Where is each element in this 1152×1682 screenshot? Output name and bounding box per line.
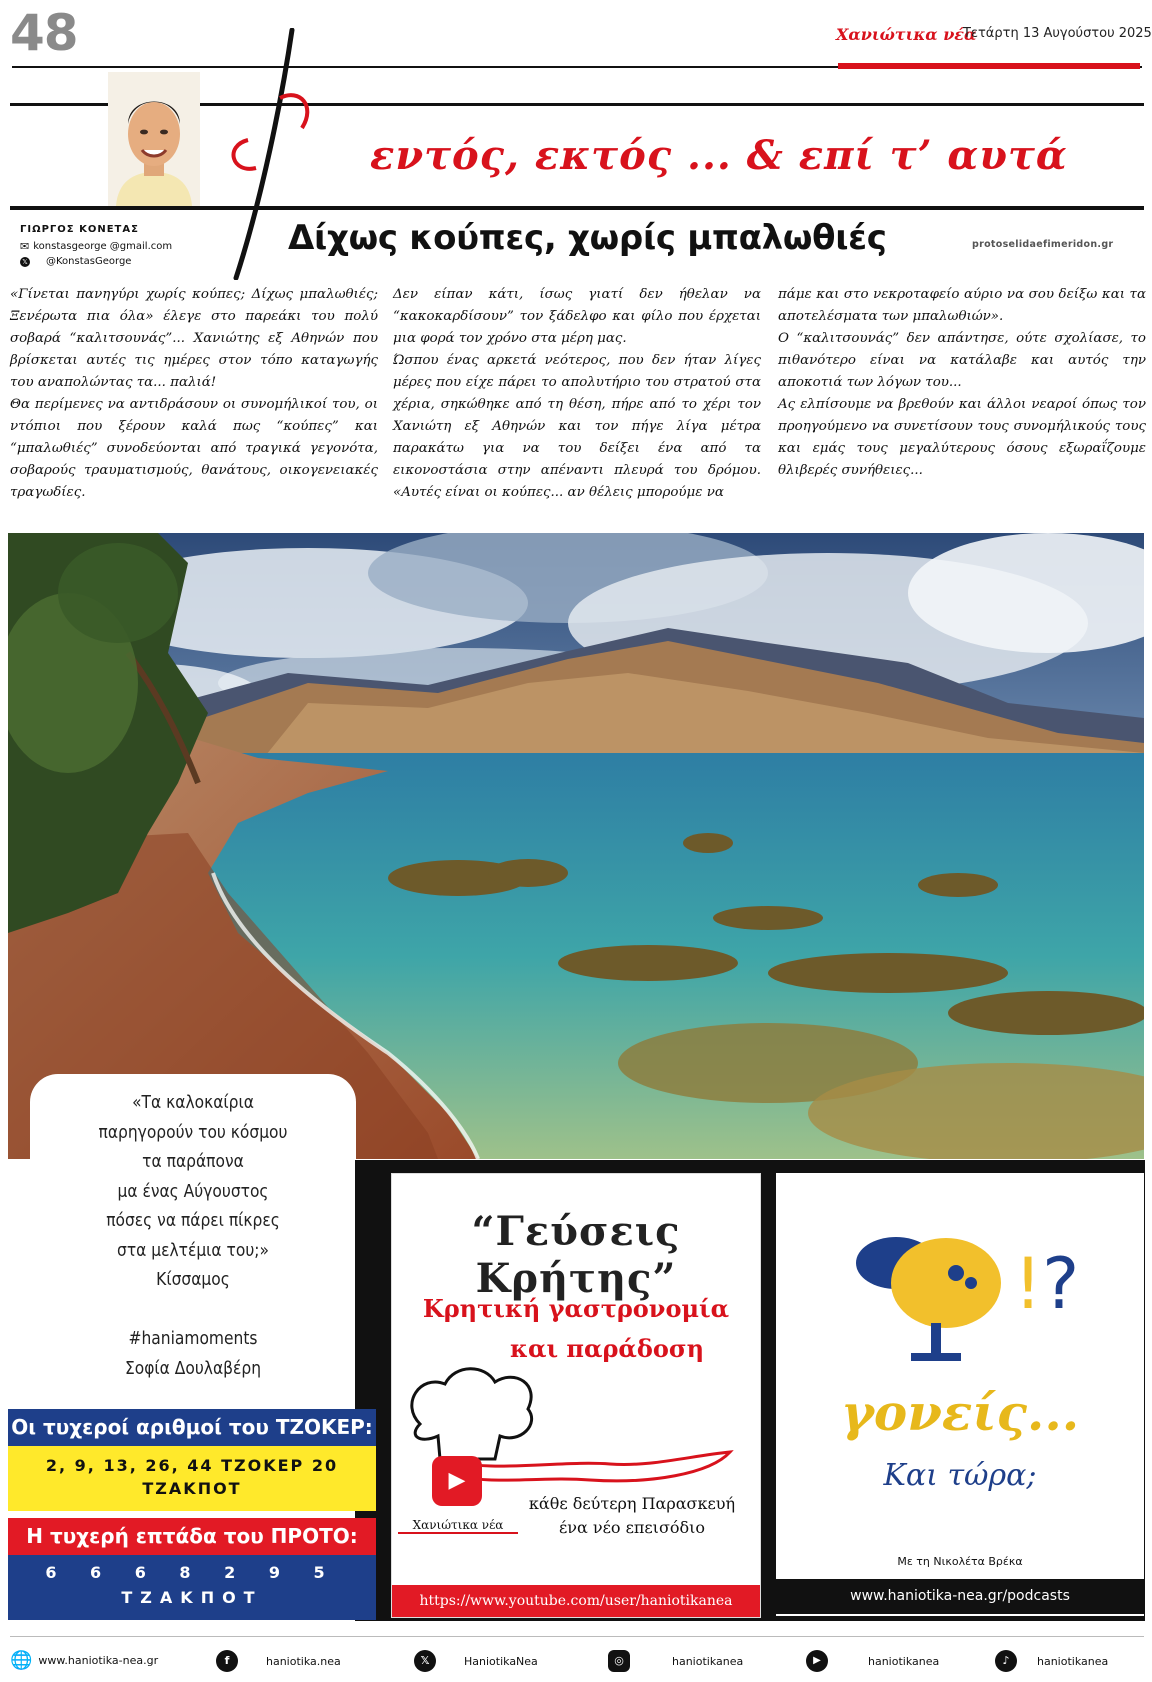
- article-headline: Δίχως κούπες, χωρίς μπαλωθιές: [288, 218, 887, 258]
- podcast-title: γονείς...: [840, 1383, 1080, 1442]
- instagram-icon: ◎: [608, 1650, 630, 1672]
- ad-subtitle-1: Κρητική γαστρονομία: [422, 1294, 730, 1323]
- proto-title: Η τυχερή επτάδα του ΠΡΟΤΟ:: [8, 1518, 376, 1555]
- page-number: 48: [10, 4, 78, 62]
- facebook-icon: f: [216, 1650, 238, 1672]
- ad-youtube-url[interactable]: https://www.youtube.com/user/haniotikanea: [392, 1585, 760, 1617]
- podcast-host: Με τη Νικολέτα Βρέκα: [897, 1555, 1023, 1568]
- paragraph: Θα περίμενες να αντιδράσουν οι συνομήλικοί του, οι ντόπιοι που ξέρουν καλά πως “κούπες” και “μπαλωθιές” συνοδεύονται από τραγικά γεγονότα, σοβαρούς τραυματισμούς, θανάτους, οικογενειακές τραγωδίες.: [10, 397, 378, 500]
- section-rule: [10, 206, 1144, 210]
- quote-line: παρηγορούν του κόσμου: [98, 1121, 288, 1143]
- quote-line: μα ένας Αύγουστος: [117, 1180, 269, 1202]
- joker-jackpot: ΤΖΑΚΠΟΤ: [142, 1479, 242, 1498]
- paragraph: Ο “καλιτσουνάς” δεν απάντησε, ούτε σχολίασε, το πιθανότερο είναι να κατάλαβε και αυτός την αποκοτιά των λόγων του...: [778, 331, 1146, 390]
- proto-numbers: 6 6 6 8 2 9 5: [45, 1563, 339, 1582]
- paragraph: Ας ελπίσουμε να βρεθούν και άλλοι νεαροί όπως τον προηγούμενο να συνετίσουν τους συνομήλικούς τους και εμάς τους μεγαλύτερους όσους εξωραΐζουμε θλιβερές συνήθειες...: [778, 397, 1146, 478]
- ad-tagline-1: κάθε δεύτερη Παρασκευή: [528, 1494, 736, 1513]
- article-column-3: [778, 284, 1146, 482]
- footer-instagram[interactable]: [608, 1650, 743, 1672]
- photo-caption-box: [30, 1074, 356, 1380]
- author-email[interactable]: konstasgeorge @gmail.com: [33, 241, 173, 252]
- proto-jackpot: ΤΖΑΚΠΟΤ: [121, 1588, 263, 1607]
- podcast-subtitle: Και τώρα;: [883, 1458, 1037, 1493]
- footer-x-label: HaniotikaNea: [464, 1654, 538, 1668]
- ad-subtitle-2: και παράδοση: [510, 1334, 705, 1363]
- ad-goneis-podcast[interactable]: [776, 1173, 1144, 1616]
- proto-results: [8, 1555, 376, 1620]
- author-portrait: [108, 72, 200, 206]
- paragraph: Ώσπου ένας αρκετά νεότερος, που δεν ήταν λίγες μέρες που είχε πάρει το απολυτήριο του στρατού στα χέρια, σηκώθηκε από τη θέση, πήρε από το χέρι τον Χανιώτη εξ Αθηνών και τον πήγε λίγα μέτρα παρακάτω για να του δείξει ένα από τα εικονοστάσια στην απέναντι πλευρά του δρόμου. «Αυτές είναι οι κούπες... αν θέλεις μπορούμε να: [393, 353, 761, 500]
- photo-location: Κίσσαμος: [156, 1269, 230, 1290]
- joker-title: Οι τυχεροί αριθμοί του ΤΖΟΚΕΡ:: [8, 1409, 376, 1446]
- footer-youtube[interactable]: [806, 1650, 939, 1672]
- article-column-1: [10, 284, 378, 504]
- footer-x[interactable]: [414, 1650, 538, 1672]
- masthead-brand: Χανιώτικα νέα: [836, 25, 977, 44]
- beach-photo: [8, 533, 1144, 1159]
- x-icon: 𝕏: [414, 1650, 436, 1672]
- tiktok-icon: ♪: [995, 1650, 1017, 1672]
- author-name: ΓΙΩΡΓΟΣ ΚΟΝΕΤΑΣ: [20, 224, 139, 235]
- joker-results: [8, 1446, 376, 1511]
- author-x-line: [20, 256, 131, 267]
- footer-rule: [10, 1636, 1144, 1637]
- footer-website-label: www.haniotika-nea.gr: [38, 1654, 159, 1667]
- exclamation-question-icon: !?: [1014, 1243, 1080, 1325]
- footer-instagram-label: haniotikanea: [672, 1654, 744, 1668]
- photo-hashtag: #haniamoments: [128, 1328, 258, 1349]
- footer-facebook[interactable]: [216, 1650, 341, 1672]
- watermark-credit: protoselidaefimeridon.gr: [972, 239, 1114, 250]
- author-email-line: [20, 240, 172, 253]
- mail-icon: ✉: [20, 240, 30, 253]
- footer-tiktok[interactable]: [995, 1650, 1108, 1672]
- author-handle[interactable]: @KonstasGeorge: [46, 256, 132, 267]
- article-column-2: [393, 284, 761, 504]
- quote-line: στα μελτέμια του;»: [117, 1239, 269, 1261]
- quote-line: «Τα καλοκαίρια: [132, 1092, 254, 1113]
- masthead-date: Τετάρτη 13 Αυγούστου 2025: [963, 26, 1152, 41]
- footer-website[interactable]: [10, 1650, 158, 1671]
- column-section-title: εντός, εκτός ... & επί τ’ αυτά: [370, 132, 1068, 179]
- quote-line: τα παράπονα: [142, 1151, 244, 1172]
- photo-author: Σοφία Δουλαβέρη: [124, 1357, 262, 1379]
- footer-tiktok-label: haniotikanea: [1037, 1654, 1109, 1668]
- paragraph: πάμε και στο νεκροταφείο αύριο να σου δείξω και τα αποτελέσματα των μπαλωθιών».: [778, 287, 1146, 324]
- footer-facebook-label: haniotika.nea: [266, 1654, 341, 1668]
- joker-numbers: 2, 9, 13, 26, 44 ΤΖΟΚΕΡ 20: [45, 1456, 339, 1475]
- paragraph: «Γίνεται πανηγύρι χωρίς κούπες; Δίχως μπαλωθιές; Ξενέρωτα πια όλα» έλεγε στο παρεάκι του πολύ σοβαρά “καλιτσουνάς”... Χανιώτης εξ Αθηνών που βρίσκεται αυτές τις ημέρες στον τόπο καταγωγής του αναπολώντας τα... παλιά!: [10, 287, 378, 390]
- ad-tagline-2: ένα νέο επεισόδιο: [558, 1518, 706, 1537]
- ad-title: “Γεύσεις Κρήτης”: [471, 1208, 681, 1302]
- youtube-logo: ▶: [432, 1456, 482, 1506]
- top-accent-rule: [838, 63, 1140, 69]
- globe-icon: 🌐: [10, 1650, 33, 1671]
- youtube-icon: ▶: [806, 1650, 828, 1672]
- quote-line: πόσες να πάρει πίκρες: [106, 1210, 280, 1231]
- podcast-url[interactable]: www.haniotika-nea.gr/podcasts: [776, 1579, 1144, 1614]
- footer-youtube-label: haniotikanea: [868, 1654, 940, 1668]
- quote-spacer: [53, 1295, 333, 1325]
- ad-brand-logo: Χανιώτικα νέα: [398, 1518, 518, 1534]
- paragraph: Δεν είπαν κάτι, ίσως γιατί δεν ήθελαν να “κακοκαρδίσουν” τον ξάδελφο και φίλο που έρχεται μια φορά τον χρόνο στα μέρη μας.: [393, 287, 761, 346]
- ad-geuseis-kritis[interactable]: [391, 1173, 761, 1618]
- x-icon: 𝕏: [20, 257, 30, 267]
